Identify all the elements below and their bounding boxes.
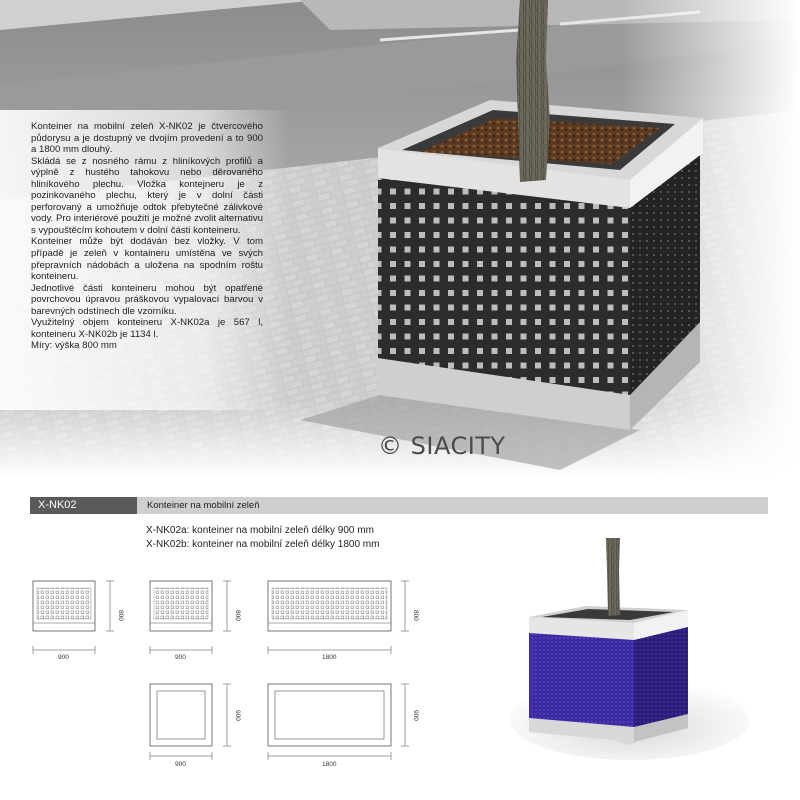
dim-width-900-top: 900: [175, 761, 186, 768]
dim-width-900-b: 900: [175, 654, 186, 661]
variant-a: X-NK02a: konteiner na mobilní zeleň délky 900 mm: [146, 525, 374, 536]
front-view-900-a: [33, 581, 124, 661]
dim-width-900-a: 900: [58, 654, 69, 661]
header-band: [30, 497, 768, 514]
dim-height-800-a: 800: [117, 610, 124, 621]
product-code: X-NK02: [30, 497, 137, 514]
description-paragraph-2: Skládá se z nosného rámu z hliníkových profilů a výplně z hustého tahokovu nebo děrovaného hliníkového plechu. Vložka kontejneru je z pozinkovaného plechu, který je v dolní části perforovaný a umožňuje odtok přebytečné zálivkové vody. Pro interiérové použití je možné zvolit alternativu s vypouštěcím kohoutem v dolní části konteineru.: [31, 155, 263, 236]
dim-height-800-b: 800: [234, 610, 241, 621]
dim-depth-900-a: 900: [234, 710, 241, 721]
technical-drawings: [0, 560, 440, 770]
dim-width-1800-front: 1800: [322, 654, 337, 661]
dim-height-800-c: 800: [412, 610, 419, 621]
product-title: Konteiner na mobilní zeleň: [147, 500, 260, 511]
front-view-1800: [268, 581, 419, 661]
variant-b: X-NK02b: konteiner na mobilní zeleň délky 1800 mm: [146, 539, 380, 550]
top-view-900: [150, 684, 241, 768]
product-description: [31, 121, 263, 352]
dim-width-1800-top: 1800: [322, 761, 337, 768]
planter-render-blue: [510, 520, 770, 770]
description-paragraph-6: Míry: výška 800 mm: [31, 340, 117, 352]
description-paragraph-4: Jednotlivé části konteineru mohou být opatřené povrchovou úpravou práškovou vypalovací barvou v barevných odstínech dle vzorníku.: [31, 282, 263, 317]
description-paragraph-3: Konteiner může být dodáván bez vložky. V tom případě je zeleň v kontaineru umístěna ve svých přepravních nádobách a uložena na spodním roštu konteineru.: [31, 236, 263, 283]
dim-depth-900-b: 900: [412, 710, 419, 721]
top-view-1800: [268, 684, 419, 768]
front-view-900-b: [150, 581, 241, 661]
description-paragraph-5: Využitelný objem konteineru X-NK02a je 567 l, konteineru X-NK02b je 1134 l.: [31, 317, 263, 340]
description-paragraph-1: Konteiner na mobilní zeleň X-NK02 je čtvercového půdorysu a je dostupný ve dvojím provedení a to 900 a 1800 mm dlouhý.: [31, 121, 263, 156]
brand-copyright: © SIACITY: [378, 432, 506, 460]
